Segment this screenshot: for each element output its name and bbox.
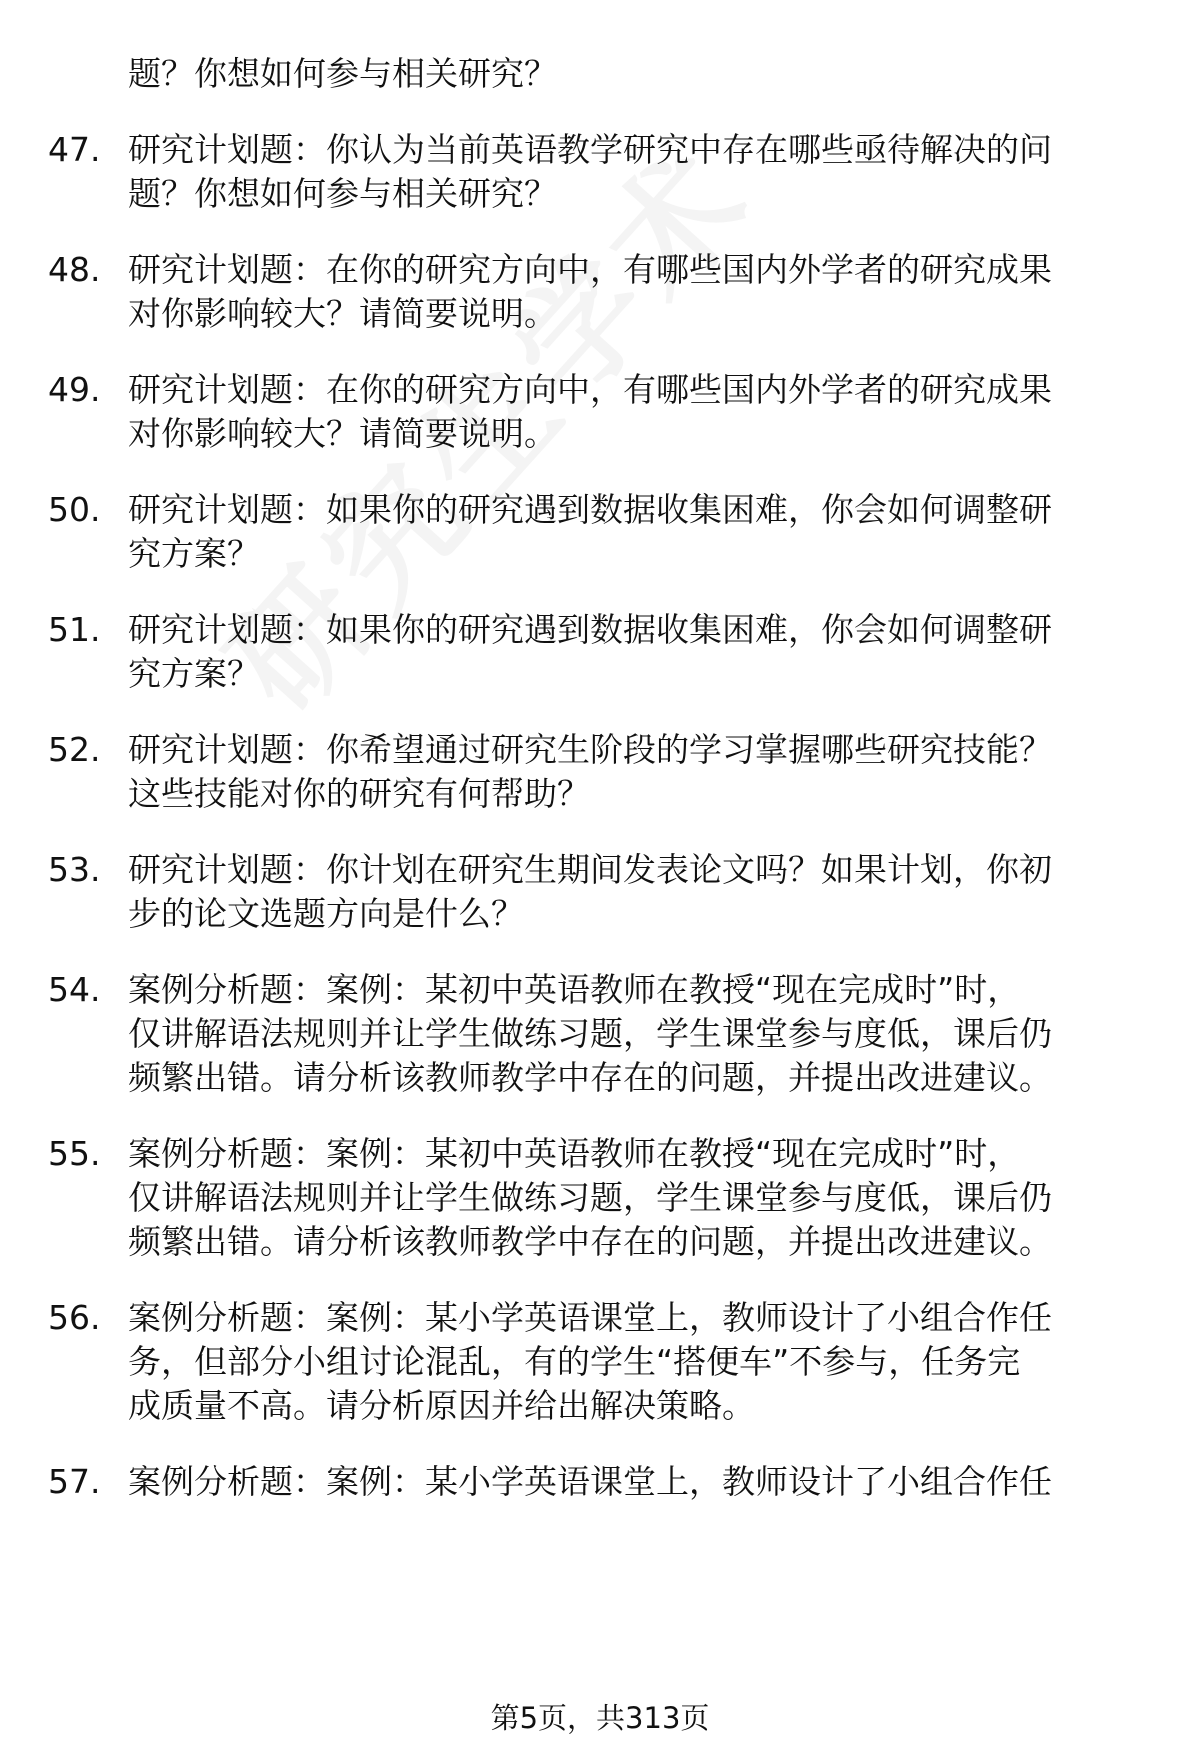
question-text-line: 究方案？ [128,534,260,573]
question-number: 57. [48,1462,101,1501]
question-text-line: 对你影响较大？请简要说明。 [128,294,557,333]
question-text-line: 究方案？ [128,654,260,693]
question-text-line: 研究计划题：在你的研究方向中，有哪些国内外学者的研究成果 [128,250,1052,289]
question-number: 55. [48,1134,101,1173]
question-text-line: 题？你想如何参与相关研究？ [128,174,557,213]
question-number: 52. [48,730,101,769]
question-text-line: 研究计划题：你认为当前英语教学研究中存在哪些亟待解决的问 [128,130,1052,169]
question-text-line: 研究计划题：如果你的研究遇到数据收集困难，你会如何调整研 [128,490,1052,529]
question-text-line: 研究计划题：你希望通过研究生阶段的学习掌握哪些研究技能？ [128,730,1052,769]
question-text-line: 频繁出错。请分析该教师教学中存在的问题，并提出改进建议。 [128,1222,1052,1261]
question-text-line: 成质量不高。请分析原因并给出解决策略。 [128,1386,755,1425]
question-number: 48. [48,250,101,289]
question-text-line: 仅讲解语法规则并让学生做练习题，学生课堂参与度低，课后仍 [128,1178,1052,1217]
question-number: 47. [48,130,101,169]
question-text-line: 研究计划题：你计划在研究生期间发表论文吗？如果计划，你初 [128,850,1052,889]
question-number: 54. [48,970,101,1009]
question-text-line: 案例分析题：案例：某小学英语课堂上，教师设计了小组合作任 [128,1462,1052,1501]
page-footer: 第5页，共313页 [490,1701,710,1735]
question-number: 50. [48,490,101,529]
question-text-line: 频繁出错。请分析该教师教学中存在的问题，并提出改进建议。 [128,1058,1052,1097]
question-number: 56. [48,1298,101,1337]
question-text-line: 案例分析题：案例：某初中英语教师在教授“现在完成时”时， [128,1134,1021,1173]
question-text-line: 案例分析题：案例：某初中英语教师在教授“现在完成时”时， [128,970,1021,1009]
question-number: 49. [48,370,101,409]
question-text-line: 务，但部分小组讨论混乱，有的学生“搭便车”不参与，任务完 [128,1342,1021,1381]
question-number: 53. [48,850,101,889]
question-text-line: 研究计划题：在你的研究方向中，有哪些国内外学者的研究成果 [128,370,1052,409]
question-text-line: 这些技能对你的研究有何帮助？ [128,774,590,813]
question-text-line: 对你影响较大？请简要说明。 [128,414,557,453]
question-text-line: 研究计划题：如果你的研究遇到数据收集困难，你会如何调整研 [128,610,1052,649]
question-number: 51. [48,610,101,649]
question-text-line: 仅讲解语法规则并让学生做练习题，学生课堂参与度低，课后仍 [128,1014,1052,1053]
question-text-line: 题？你想如何参与相关研究？ [128,54,557,93]
question-text-line: 案例分析题：案例：某小学英语课堂上，教师设计了小组合作任 [128,1298,1052,1337]
question-text-line: 步的论文选题方向是什么？ [128,894,524,933]
